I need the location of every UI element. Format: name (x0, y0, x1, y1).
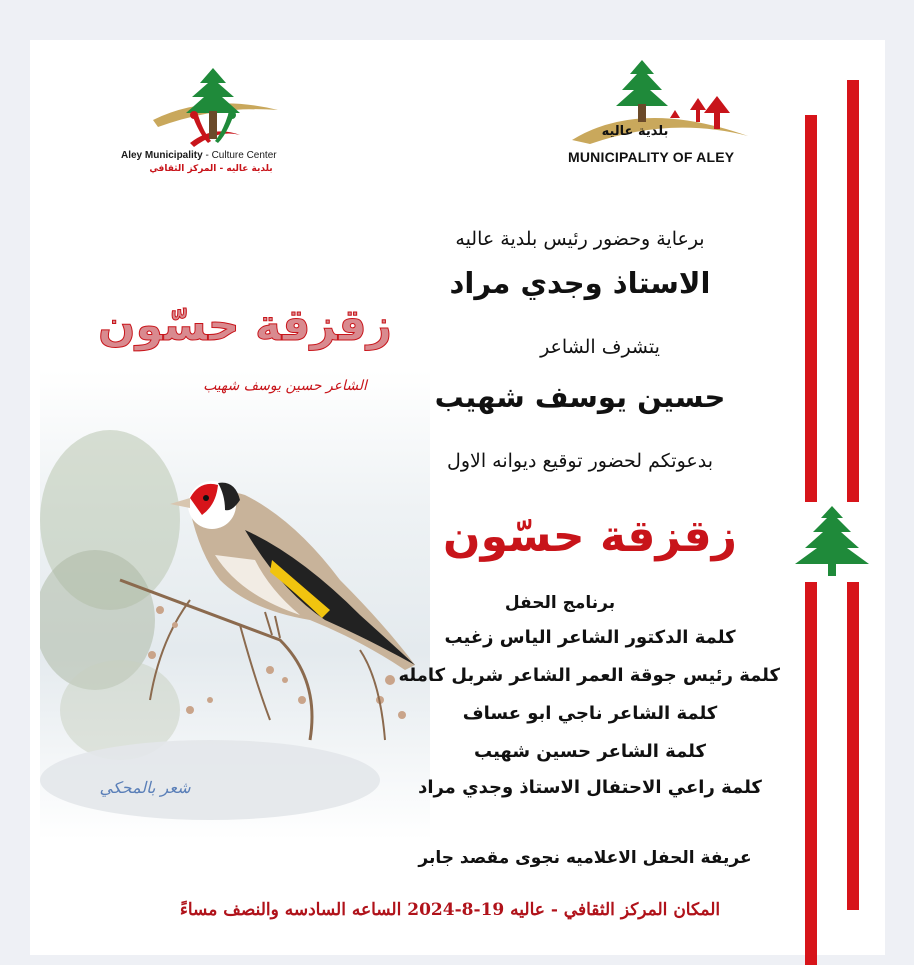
program-heading: برنامج الحفل (504, 593, 616, 613)
goldfinch-illustration (40, 380, 430, 840)
flag-stripe-right (847, 80, 859, 910)
patronage-text: برعاية وحضور رئيس بلدية عاليه (455, 228, 705, 250)
program-item: كلمة راعي الاحتفال الاستاذ وجدي مراد (418, 777, 762, 798)
program-item: كلمة الشاعر حسين شهيب (474, 741, 706, 762)
cover-tagline: شعر بالمحكي (99, 778, 191, 797)
book-title: زقزقة حسّون (443, 511, 737, 562)
honored-text: يتشرف الشاعر (540, 336, 660, 358)
event-details: المكان المركز الثقافي - عاليه 19-8-2024 الساعه السادسه والنصف مساءً (179, 900, 721, 920)
host-text: عريفة الحفل الاعلاميه نجوى مقصد جابر (418, 848, 752, 868)
program-item: كلمة الشاعر ناجي ابو عساف (462, 703, 718, 724)
municipality-name-ar: بلدية عاليه (601, 124, 669, 139)
program-item: كلمة الدكتور الشاعر الياس زغيب (444, 627, 736, 648)
program-item: كلمة رئيس جوقة العمر الشاعر شربل كامله (398, 665, 780, 686)
poet-name: حسين يوسف شهيب (434, 380, 726, 414)
cover-author: الشاعر حسين يوسف شهيب (203, 378, 367, 394)
cedar-tree-icon (787, 502, 877, 582)
patron-name: الاستاذ وجدي مراد (449, 266, 711, 300)
invitation-card (30, 40, 885, 955)
culture-center-name-en: Aley Municipality - Culture Center (121, 150, 277, 161)
cover-title: زقزقة حسّون (98, 300, 392, 351)
municipality-name-en: MUNICIPALITY OF ALEY (568, 149, 735, 165)
culture-center-name-ar: بلدية عاليه - المركز الثقافي (149, 164, 273, 174)
invite-text: بدعوتكم لحضور توقيع ديوانه الاول (447, 450, 713, 472)
culture-center-logo-icon (148, 65, 283, 150)
